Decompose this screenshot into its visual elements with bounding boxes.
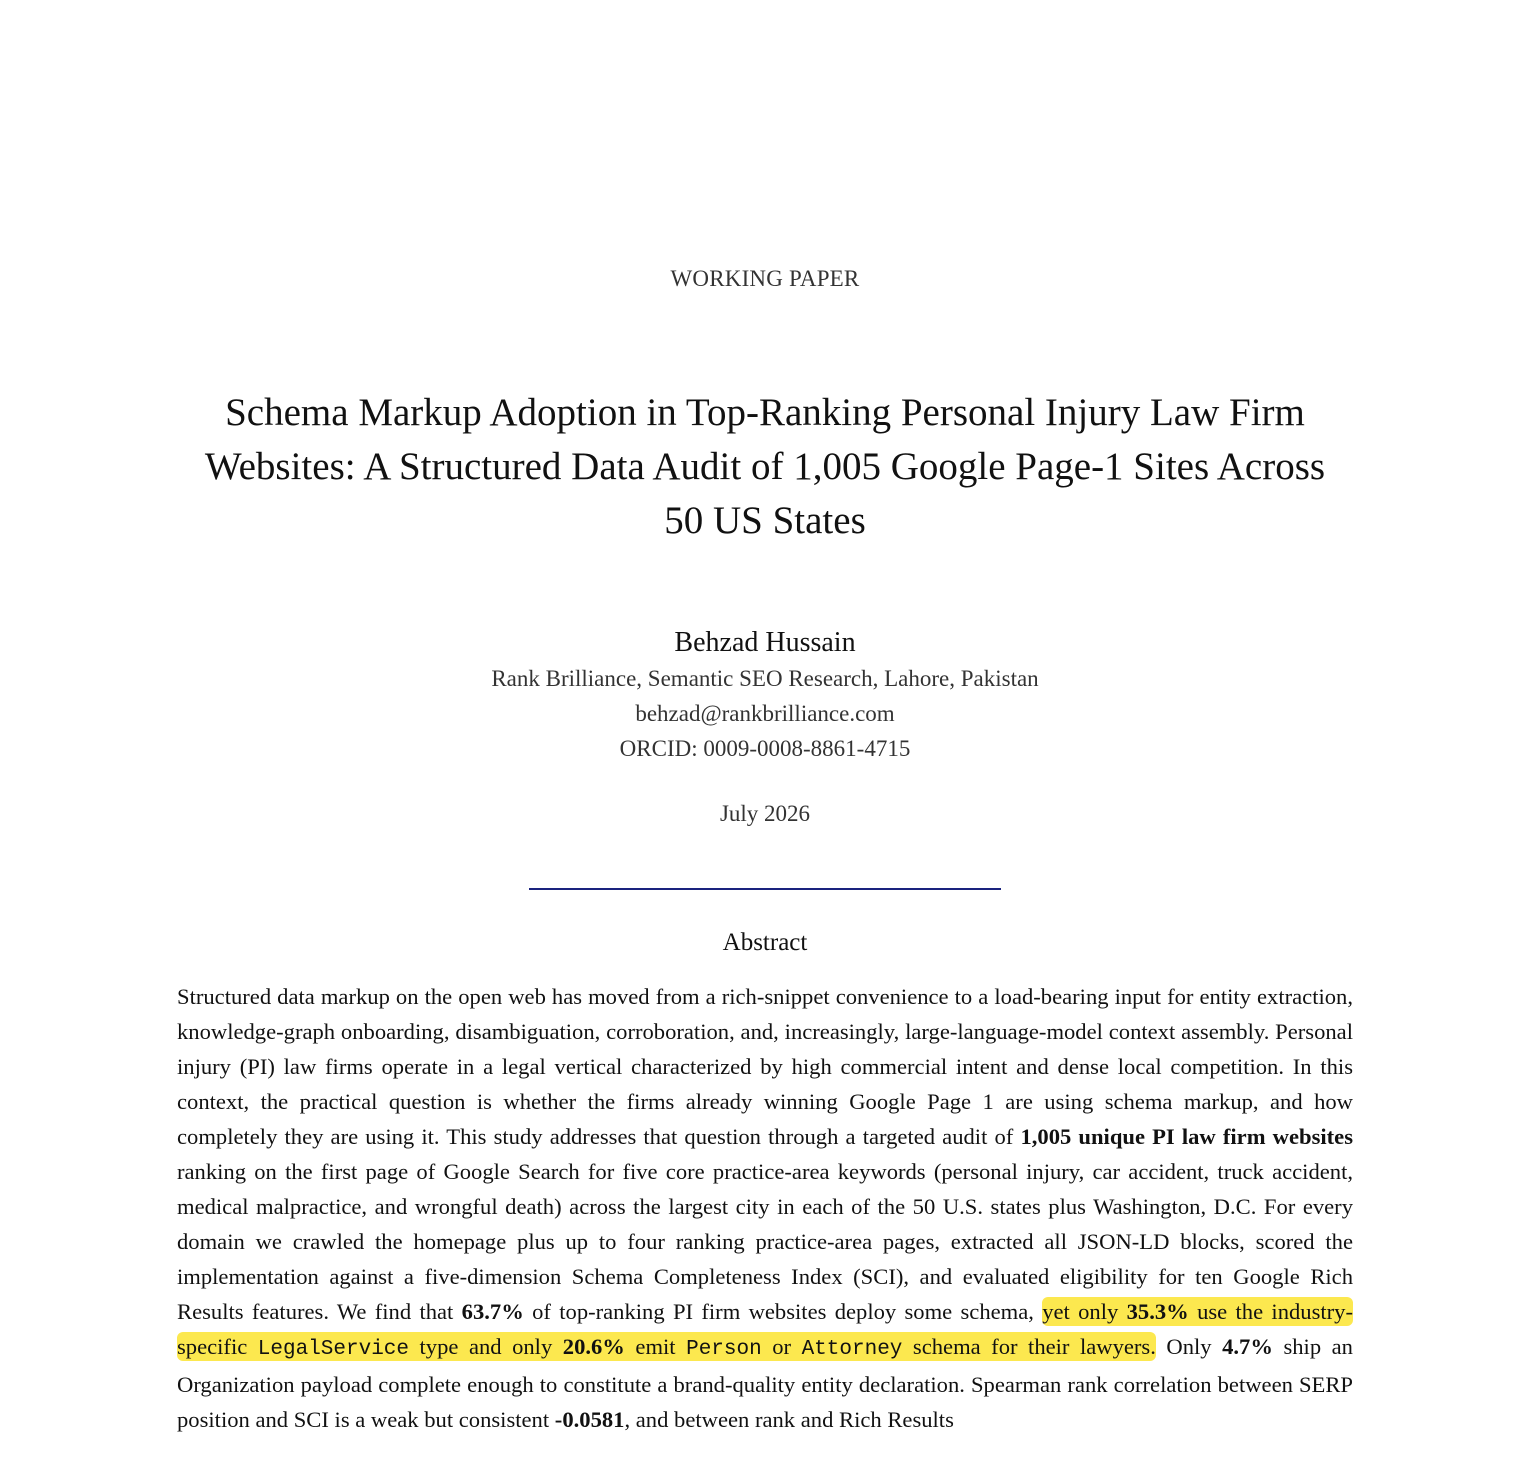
abstract-text: or	[761, 1334, 802, 1359]
abstract-text: Structured data markup on the open web has moved from a rich-snippet convenience to a load-bearing input for entity extraction, knowledge-graph onboarding, disambiguation, corroboration, and, increasingly, large-language-model context assembly. Personal injury (PI) law firms operate in a legal vertical characterized by high commercial intent and dense local competition. In this context, the practical question is whether the firms already winning Google Page 1 are using schema markup, and how completely they are using it. This study addresses that question through a targeted audit of	[177, 984, 1353, 1149]
abstract-text: of top-ranking PI firm websites deploy some schema,	[523, 1299, 1043, 1324]
paper-date: July 2026	[719, 801, 811, 826]
author-affiliation: Rank Brilliance, Semantic SEO Research, Lahore, Pakistan	[491, 666, 1039, 691]
abstract-heading: Abstract	[722, 929, 808, 956]
author-name: Behzad Hussain	[674, 627, 856, 658]
abstract-text: ship an Organization payload complete enough to constitute a brand-quality entity declaration. Spearman rank correlation between SERP position and SCI is a weak but consistent	[177, 1334, 1353, 1432]
abstract-text: use the industry-specific	[177, 1299, 1354, 1359]
abstract-text: type and only	[409, 1334, 563, 1359]
author-orcid: ORCID: 0009-0008-8861-4715	[619, 736, 911, 761]
abstract-bold: 63.7%	[461, 1299, 524, 1324]
abstract-text: Only	[1155, 1334, 1223, 1359]
code-attorney: Attorney	[801, 1338, 903, 1361]
paper-title: Schema Markup Adoption in Top-Ranking Personal Injury Law Firm Websites: A Structured Data Audit of 1,005 Google Page-1 Sites Across 50 US States	[204, 391, 1326, 542]
abstract-bold: 35.3%	[1126, 1299, 1189, 1324]
abstract-bold: 1,005 unique PI law firm websites	[1020, 1124, 1353, 1149]
section-divider	[529, 888, 1001, 890]
abstract-text: ranking on the first page of Google Search for five core practice-area keywords (personal injury, car accident, truck accident, medical malpractice, and wrongful death) across the largest city in each of the 50 U.S. states plus Washington, D.C. For every domain we crawled the homepage plus up to four ranking practice-area pages, extracted all JSON-LD blocks, scored the implementation against a five-dimension Schema Completeness Index (SCI), and evaluated eligibility for ten Google Rich Results features. We find that	[177, 1159, 1353, 1324]
code-legalservice: LegalService	[257, 1338, 410, 1361]
abstract-bold: 4.7%	[1222, 1334, 1273, 1359]
code-person: Person	[686, 1338, 762, 1361]
abstract-body	[177, 979, 1353, 1437]
abstract-text: yet only	[1042, 1299, 1127, 1324]
abstract-text: emit	[624, 1334, 687, 1359]
author-email: behzad@rankbrilliance.com	[635, 701, 895, 726]
abstract-bold: 20.6%	[562, 1334, 625, 1359]
abstract-bold: -0.0581	[554, 1407, 625, 1432]
paper-label: WORKING PAPER	[670, 266, 860, 291]
abstract-text: , and between rank and Rich Results	[624, 1407, 954, 1432]
abstract-text: schema for their lawyers.	[902, 1334, 1156, 1359]
